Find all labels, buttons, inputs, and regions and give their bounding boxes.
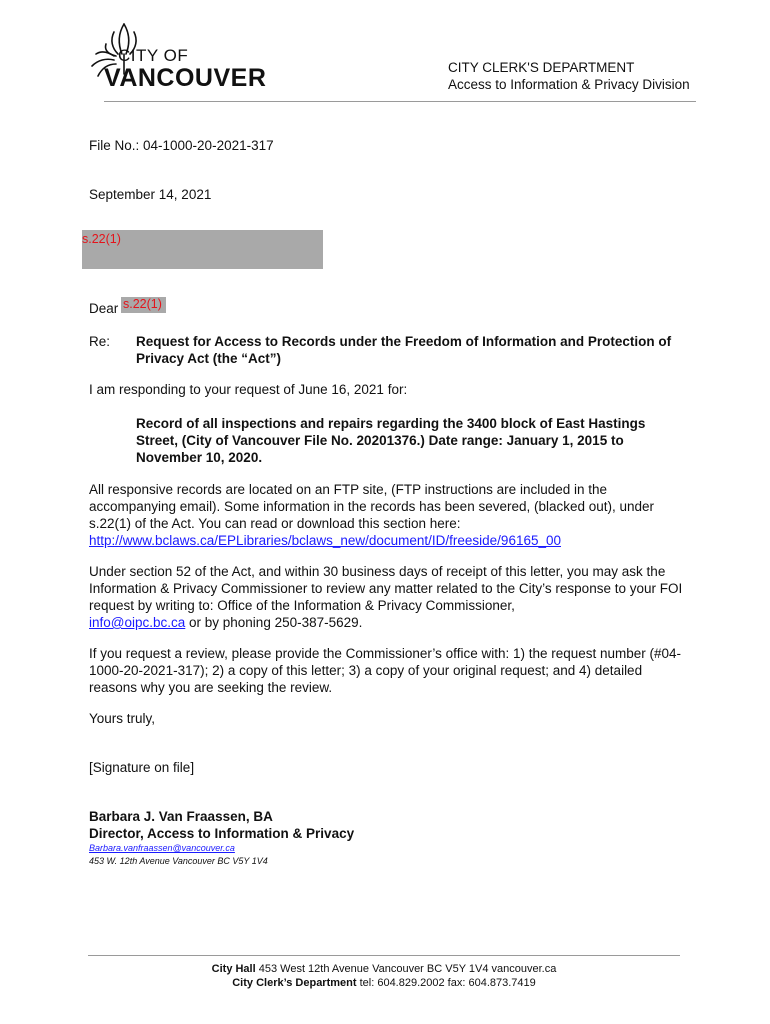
signatory-name: Barbara J. Van Fraassen, BA [89,809,273,824]
division-name: Access to Information & Privacy Division [448,77,690,92]
footer-city-hall-label: City Hall [211,963,256,975]
footer-line-2 [88,976,680,990]
re-label: Re: [89,334,111,349]
signatory-title: Director, Access to Information & Privacy [89,826,355,841]
department-header [448,59,690,93]
bclaws-link[interactable]: http://www.bclaws.ca/EPLibraries/bclaws_new/document/ID/freeside/96165_00 [89,533,561,548]
records-paragraph [89,481,689,549]
signature-placeholder: [Signature on file] [89,760,195,775]
file-number: File No.: 04-1000-20-2021-317 [89,138,274,153]
records-paragraph-text: All responsive records are located on an FTP site, (FTP instructions are included in the accompanying email). Some information in the records has been severed, (blacked out), under s.22(1) of the Act. You can read or download this section here: [89,482,655,531]
intro-paragraph: I am responding to your request of June 16, 2021 for: [89,382,408,397]
review-paragraph [89,563,689,631]
footer-city-hall-address: 453 West 12th Avenue Vancouver BC V5Y 1V4 vancouver.ca [255,963,557,975]
logo-city-of-text: CITY OF [118,46,189,65]
redacted-address-block [82,230,323,269]
redaction-label: s.22(1) [82,232,121,246]
signatory-address: 453 W. 12th Avenue Vancouver BC V5Y 1V4 [89,856,268,866]
oipc-email-link[interactable]: info@oipc.bc.ca [89,615,186,630]
closing: Yours truly, [89,711,156,726]
footer-department-label: City Clerk’s Department [232,977,357,989]
department-name: CITY CLERK'S DEPARTMENT [448,60,635,75]
record-description: Record of all inspections and repairs regarding the 3400 block of East Hastings Street, (City of Vancouver File No. 20201376.) Date range: January 1, 2015 to November 10, 2020. [136,416,646,465]
footer-contact: tel: 604.829.2002 fax: 604.873.7419 [356,977,536,989]
redaction-label: s.22(1) [123,297,162,311]
footer-divider [88,955,680,956]
signatory-email-link[interactable]: Barbara.vanfraassen@vancouver.ca [89,843,235,853]
header-divider [104,101,696,102]
salutation: Dear [89,301,119,316]
subject-line: Request for Access to Records under the Freedom of Information and Protection of Privacy Act (the “Act”) [136,334,672,366]
review-paragraph-text: Under section 52 of the Act, and within 30 business days of receipt of this letter, you may ask the Information & Privacy Commissioner to review any matter related to the City’s response to your FOI request by writing to: Office of the Information & Privacy Commissioner, [89,564,683,613]
review-paragraph-phone: or by phoning 250-387-5629. [185,615,363,630]
review-instructions-paragraph: If you request a review, please provide the Commissioner’s office with: 1) the request number (#04-1000-20-2021-317); 2) a copy of this letter; 3) a copy of your original request; and 4) detailed reasons why you are seeking the review. [89,646,682,695]
letter-date: September 14, 2021 [89,187,212,202]
redacted-name [121,297,166,313]
footer-line-1 [88,962,680,976]
logo-vancouver-text: VANCOUVER [104,64,267,92]
